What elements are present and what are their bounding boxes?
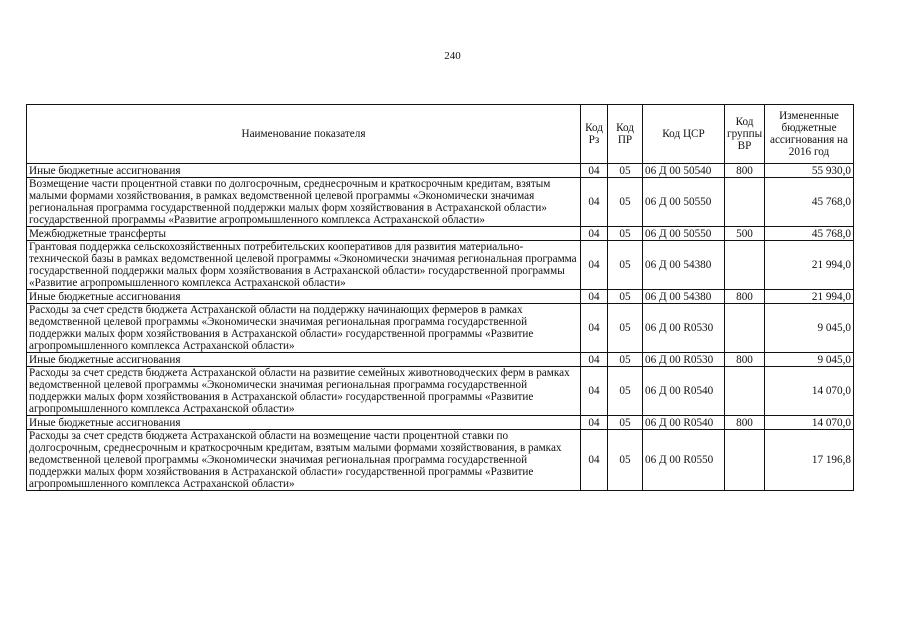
row-csr: 06 Д 00 50550 xyxy=(643,178,725,227)
row-pr: 05 xyxy=(608,416,643,430)
row-pr: 05 xyxy=(608,290,643,304)
row-vr: 500 xyxy=(725,227,765,241)
row-pr: 05 xyxy=(608,164,643,178)
row-pr: 05 xyxy=(608,353,643,367)
header-name: Наименование показателя xyxy=(27,105,581,164)
table-row xyxy=(27,416,854,430)
table-row xyxy=(27,241,854,290)
row-name: Межбюджетные трансферты xyxy=(27,227,581,241)
row-csr: 06 Д 00 R0530 xyxy=(643,353,725,367)
table-row xyxy=(27,178,854,227)
row-rz: 04 xyxy=(581,430,608,491)
row-vr xyxy=(725,178,765,227)
header-amount: Измененные бюджетные ассигнования на 2016 год xyxy=(765,105,854,164)
row-name: Возмещение части процентной ставки по долгосрочным, среднесрочным и краткосрочным кредитам, взятым малыми формами хозяйствования, в рамках ведомственной целевой программы «Экономически значимая региональная программа государственной поддержки малых форм хозяйствования в Астраханской области» государственной программы «Развитие агропромышленного комплекса Астраханской области» xyxy=(27,178,581,227)
table-row xyxy=(27,367,854,416)
row-amount: 9 045,0 xyxy=(765,353,854,367)
row-rz: 04 xyxy=(581,241,608,290)
table-row xyxy=(27,430,854,491)
row-amount: 21 994,0 xyxy=(765,241,854,290)
row-vr: 800 xyxy=(725,164,765,178)
row-amount: 14 070,0 xyxy=(765,367,854,416)
row-name: Расходы за счет средств бюджета Астраханской области на возмещение части процентной ставки по долгосрочным, среднесрочным и краткосрочным кредитам, взятым малыми формами хозяйствования, в рамках ведомственной целевой программы «Экономически значимая региональная программа государственной поддержки малых форм хозяйствования в Астраханской области» государственной программы «Развитие агропромышленного комплекса Астраханской области» xyxy=(27,430,581,491)
row-rz: 04 xyxy=(581,304,608,353)
row-csr: 06 Д 00 50550 xyxy=(643,227,725,241)
row-name: Расходы за счет средств бюджета Астраханской области на поддержку начинающих фермеров в рамках ведомственной целевой программы «Экономически значимая региональная программа государственной поддержки малых форм хозяйствования в Астраханской области» государственной программы «Развитие агропромышленного комплекса Астраханской области» xyxy=(27,304,581,353)
row-rz: 04 xyxy=(581,353,608,367)
row-pr: 05 xyxy=(608,430,643,491)
row-name: Грантовая поддержка сельскохозяйственных потребительских кооперативов для развития материально-технической базы в рамках ведомственной целевой программы «Экономически значимая региональная программа государственной поддержки малых форм хозяйствования в Астраханской области» государственной программы «Развитие агропромышленного комплекса Астраханской области» xyxy=(27,241,581,290)
row-name: Иные бюджетные ассигнования xyxy=(27,353,581,367)
row-vr xyxy=(725,304,765,353)
header-rz: Код Рз xyxy=(581,105,608,164)
row-name: Иные бюджетные ассигнования xyxy=(27,416,581,430)
row-vr: 800 xyxy=(725,416,765,430)
table-row xyxy=(27,290,854,304)
row-rz: 04 xyxy=(581,367,608,416)
row-pr: 05 xyxy=(608,367,643,416)
row-csr: 06 Д 00 54380 xyxy=(643,290,725,304)
row-csr: 06 Д 00 R0540 xyxy=(643,416,725,430)
row-amount: 17 196,8 xyxy=(765,430,854,491)
header-pr: Код ПР xyxy=(608,105,643,164)
row-name: Иные бюджетные ассигнования xyxy=(27,290,581,304)
header-csr: Код ЦСР xyxy=(643,105,725,164)
page-number: 240 xyxy=(444,50,461,62)
row-vr xyxy=(725,430,765,491)
header-vr: Код группы ВР xyxy=(725,105,765,164)
row-name: Иные бюджетные ассигнования xyxy=(27,164,581,178)
table-row xyxy=(27,304,854,353)
row-csr: 06 Д 00 R0530 xyxy=(643,304,725,353)
row-rz: 04 xyxy=(581,227,608,241)
row-amount: 55 930,0 xyxy=(765,164,854,178)
table-header-row xyxy=(27,105,854,164)
row-vr xyxy=(725,241,765,290)
row-csr: 06 Д 00 R0540 xyxy=(643,367,725,416)
row-csr: 06 Д 00 54380 xyxy=(643,241,725,290)
row-amount: 14 070,0 xyxy=(765,416,854,430)
row-rz: 04 xyxy=(581,416,608,430)
row-pr: 05 xyxy=(608,178,643,227)
row-pr: 05 xyxy=(608,304,643,353)
row-csr: 06 Д 00 50540 xyxy=(643,164,725,178)
row-amount: 9 045,0 xyxy=(765,304,854,353)
row-vr xyxy=(725,367,765,416)
row-amount: 21 994,0 xyxy=(765,290,854,304)
row-pr: 05 xyxy=(608,241,643,290)
row-rz: 04 xyxy=(581,178,608,227)
table-row xyxy=(27,353,854,367)
table-row xyxy=(27,227,854,241)
table-row xyxy=(27,164,854,178)
row-amount: 45 768,0 xyxy=(765,227,854,241)
row-amount: 45 768,0 xyxy=(765,178,854,227)
row-rz: 04 xyxy=(581,290,608,304)
row-csr: 06 Д 00 R0550 xyxy=(643,430,725,491)
row-name: Расходы за счет средств бюджета Астраханской области на развитие семейных животноводческих ферм в рамках ведомственной целевой программы «Экономически значимая региональная программа государственной поддержки малых форм хозяйствования в Астраханской области» государственной программы «Развитие агропромышленного комплекса Астраханской области» xyxy=(27,367,581,416)
row-vr: 800 xyxy=(725,353,765,367)
budget-table xyxy=(26,104,854,491)
row-rz: 04 xyxy=(581,164,608,178)
row-pr: 05 xyxy=(608,227,643,241)
row-vr: 800 xyxy=(725,290,765,304)
